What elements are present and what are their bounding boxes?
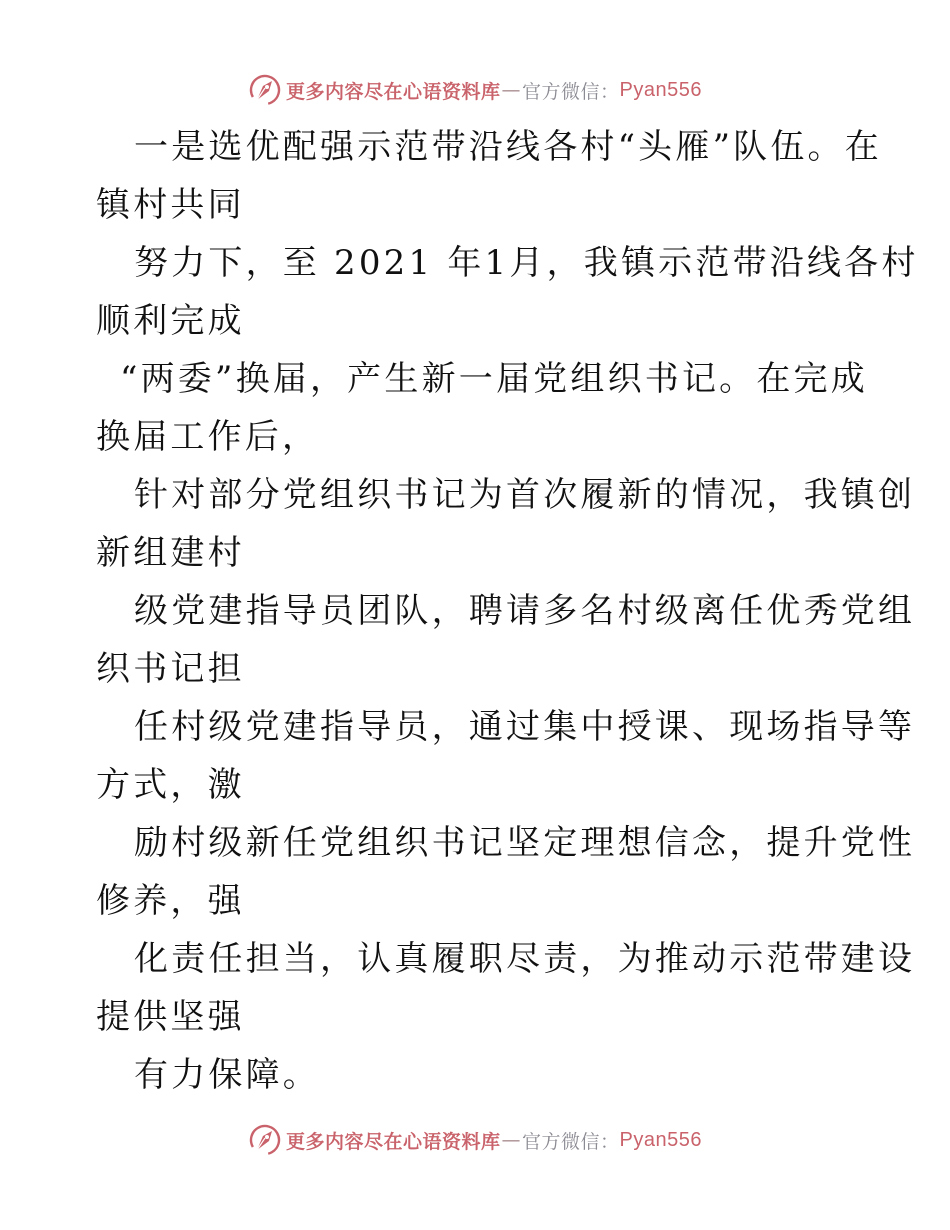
text-line: 励村级新任党组织书记坚定理想信念，提升党性 bbox=[134, 823, 916, 863]
text-line: 一是选优配强示范带沿线各村“头雁”队伍。在 bbox=[134, 127, 882, 167]
header-watermark bbox=[0, 70, 950, 110]
text-line: 顺利完成 bbox=[96, 301, 245, 341]
watermark-dash: — bbox=[501, 1129, 522, 1151]
text-line: 任村级党建指导员，通过集中授课、现场指导等 bbox=[134, 707, 916, 747]
text-line: 努力下，至 2021 年1月，我镇示范带沿线各村 bbox=[134, 243, 919, 283]
watermark-wechat-id: Pyan556 bbox=[619, 1128, 702, 1151]
text-line: 化责任担当，认真履职尽责，为推动示范带建设 bbox=[134, 939, 916, 979]
footer-watermark bbox=[0, 1120, 950, 1160]
watermark-main-text: 更多内容尽在心语资料库 bbox=[286, 80, 501, 103]
text-line: 有力保障。 bbox=[134, 1055, 320, 1095]
watermark-wechat-id: Pyan556 bbox=[619, 78, 702, 101]
watermark-wechat-label: 官方微信： bbox=[522, 1130, 620, 1153]
text-line: 镇村共同 bbox=[96, 185, 245, 225]
text-line: “两委”换届，产生新一届党组织书记。在完成 bbox=[120, 359, 868, 399]
text-line: 换届工作后， bbox=[96, 417, 320, 457]
text-line: 织书记担 bbox=[96, 649, 245, 689]
watermark-main-text: 更多内容尽在心语资料库 bbox=[286, 1130, 501, 1153]
text-line: 方式，激 bbox=[96, 765, 245, 805]
document-body bbox=[96, 118, 919, 1104]
text-line: 修养，强 bbox=[96, 881, 245, 921]
pen-nib-logo-icon bbox=[248, 73, 282, 107]
text-line: 新组建村 bbox=[96, 533, 245, 573]
watermark-wechat-label: 官方微信： bbox=[522, 80, 620, 103]
text-line: 提供坚强 bbox=[96, 997, 245, 1037]
text-line: 级党建指导员团队，聘请多名村级离任优秀党组 bbox=[134, 591, 916, 631]
watermark-dash: — bbox=[501, 79, 522, 101]
pen-nib-logo-icon bbox=[248, 1123, 282, 1157]
text-line: 针对部分党组织书记为首次履新的情况，我镇创 bbox=[134, 475, 916, 515]
